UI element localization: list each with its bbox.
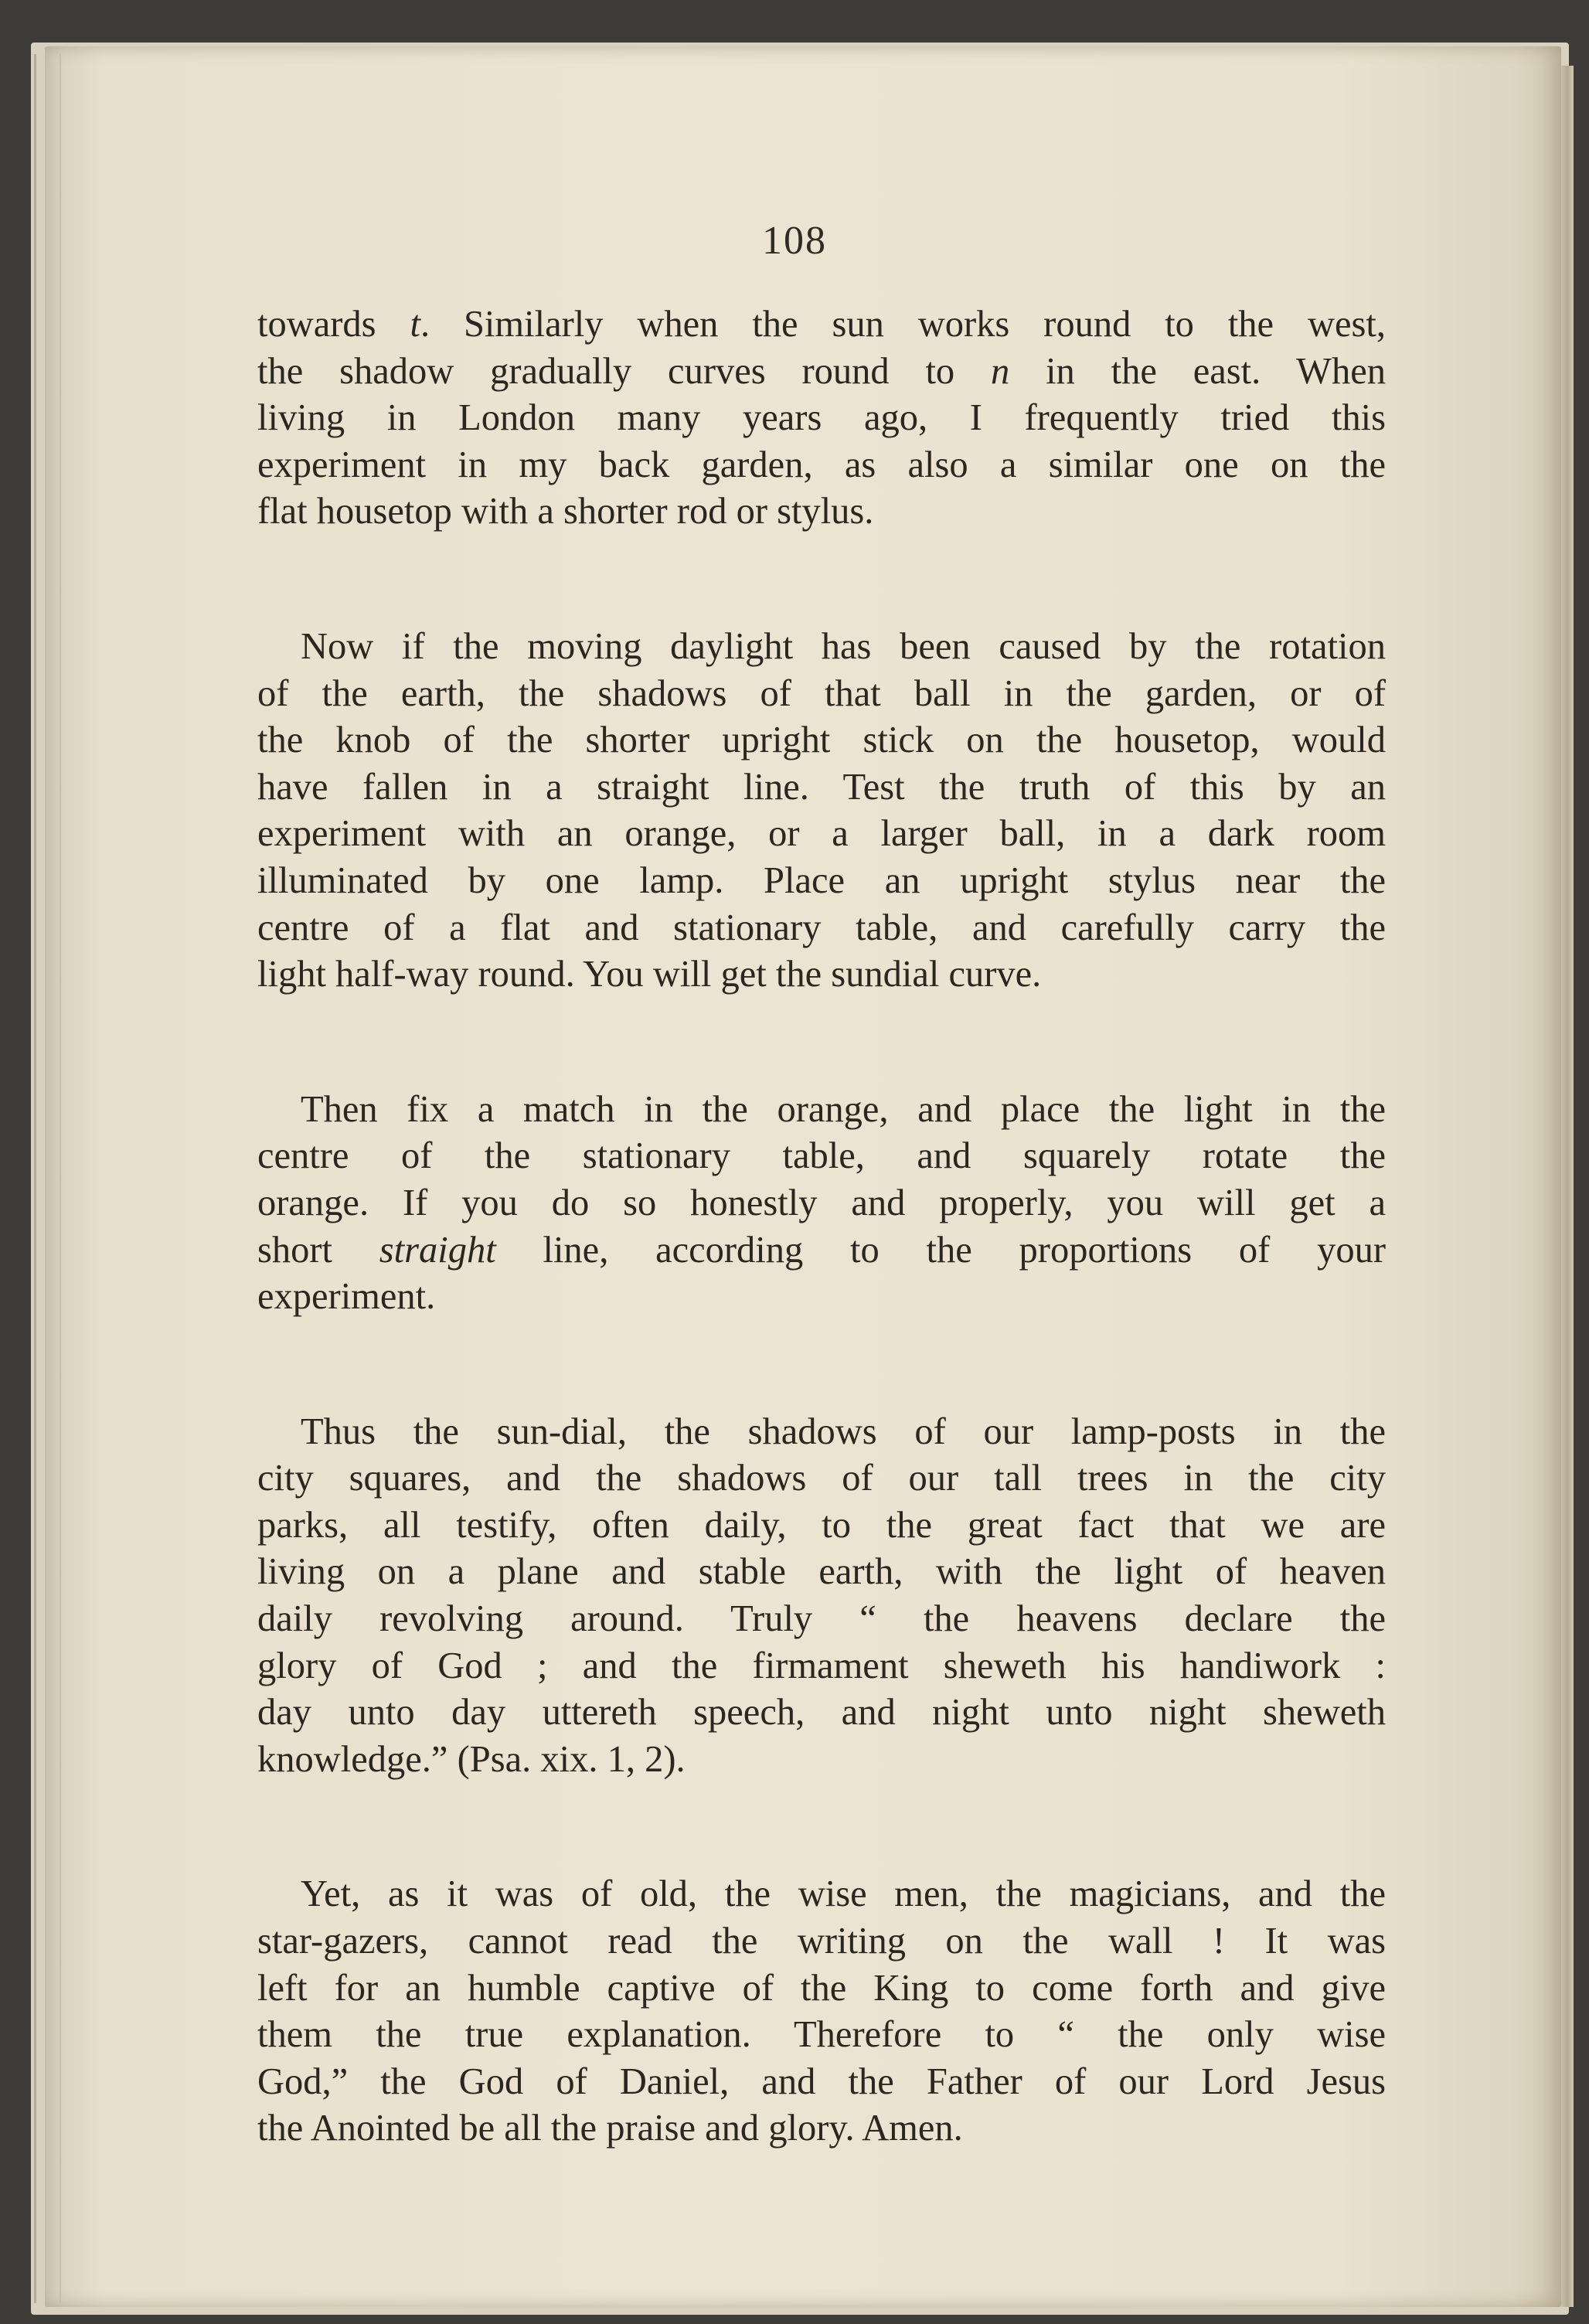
text-line: knowledge.” (Psa. xix. 1, 2). (257, 1738, 686, 1780)
text-line: the shadow gradually curves round to n in the east. When (257, 350, 1386, 392)
text-line: Thus the sun-dial, the shadows of our lamp-posts in the (301, 1410, 1386, 1452)
text-line: God,” the God of Daniel, and the Father of our Lord Jesus (257, 2060, 1386, 2102)
text-line: left for an humble captive of the King to come forth and give (257, 1967, 1386, 2009)
italic-word: t (410, 304, 420, 345)
text-line: of the earth, the shadows of that ball in the garden, or of (257, 672, 1386, 714)
text-line: Then fix a match in the orange, and place the light in the (301, 1088, 1386, 1130)
text-line: experiment in my back garden, as also a similar one on the (257, 444, 1386, 485)
text-line: parks, all testify, often daily, to the great fact that we are (257, 1504, 1386, 1546)
paragraph (257, 624, 1386, 999)
paragraph (257, 1409, 1386, 1784)
text-line: city squares, and the shadows of our tall trees in the city (257, 1458, 1386, 1499)
page-body-text (257, 301, 1386, 2152)
text-line: centre of the stationary table, and squarely rotate the (257, 1135, 1386, 1177)
text-line: Now if the moving daylight has been caused by the rotation (301, 625, 1386, 667)
text-line: living on a plane and stable earth, with the light of heaven (257, 1551, 1386, 1593)
italic-word: straight (379, 1229, 496, 1271)
text-line: daily revolving around. Truly “ the heavens declare the (257, 1598, 1386, 1640)
paragraph (257, 1871, 1386, 2152)
text-line: short straight line, according to the proportions of your (257, 1229, 1386, 1271)
text-line: orange. If you do so honestly and properly, you will get a (257, 1182, 1386, 1223)
text-line: experiment. (257, 1276, 436, 1318)
text-line: them the true explanation. Therefore to “ the only wise (257, 2014, 1386, 2056)
text-line: day unto day uttereth speech, and night unto night sheweth (257, 1692, 1386, 1734)
text-line: star-gazers, cannot read the writing on the wall ! It was (257, 1921, 1386, 1962)
text-line: have fallen in a straight line. Test the truth of this by an (257, 766, 1386, 808)
paragraph (257, 301, 1386, 536)
text-line: towards t. Similarly when the sun works round to the west, (257, 304, 1386, 345)
text-line: flat housetop with a shorter rod or stylus. (257, 491, 874, 533)
text-line: living in London many years ago, I frequently tried this (257, 397, 1386, 439)
text-line: experiment with an orange, or a larger ball, in a dark room (257, 813, 1386, 855)
text-line: glory of God ; and the firmament sheweth his handiwork : (257, 1645, 1386, 1686)
text-line: the Anointed be all the praise and glory. Amen. (257, 2108, 963, 2149)
text-line: illuminated by one lamp. Place an upright stylus near the (257, 859, 1386, 901)
italic-word: n (991, 350, 1010, 392)
text-line: Yet, as it was of old, the wise men, the magicians, and the (301, 1873, 1386, 1915)
paragraph (257, 1087, 1386, 1321)
binding-gutter (34, 54, 61, 2303)
text-line: light half-way round. You will get the sundial curve. (257, 954, 1042, 995)
text-line: centre of a flat and stationary table, and carefully carry the (257, 907, 1386, 948)
page-right-edge (1561, 66, 1574, 2307)
page-number: 108 (762, 219, 827, 263)
text-line: the knob of the shorter upright stick on the housetop, would (257, 720, 1386, 761)
